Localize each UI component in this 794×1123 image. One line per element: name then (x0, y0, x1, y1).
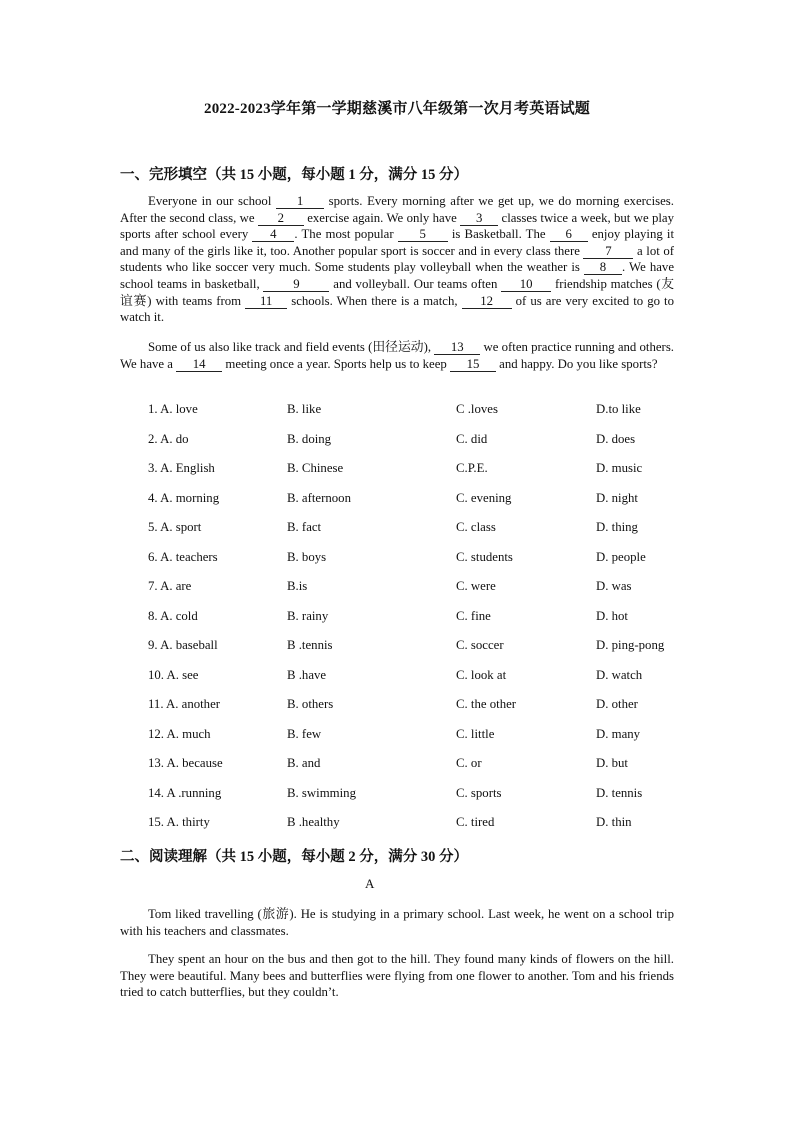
option-8-c[interactable]: C. fine (456, 608, 491, 623)
option-7-d[interactable]: D. was (596, 579, 632, 593)
option-row-10 (0, 668, 794, 686)
option-3-b[interactable]: B. Chinese (287, 461, 344, 475)
option-row-15 (0, 815, 794, 833)
option-7-a[interactable]: 7. A. are (148, 579, 192, 593)
reading-paragraph-1: Tom liked travelling (旅游). He is studying in a primary school. Last week, he went on a school trip with his teachers and classmates. (120, 907, 674, 938)
blank-14[interactable]: 14 (176, 358, 222, 372)
option-2-a[interactable]: 2. A. do (148, 431, 189, 446)
option-15-c[interactable]: C. tired (456, 815, 495, 829)
option-6-b[interactable]: B. boys (287, 549, 327, 564)
option-row-7 (0, 579, 794, 597)
option-14-b[interactable]: B. swimming (287, 785, 356, 800)
option-11-c[interactable]: C. the other (456, 697, 517, 711)
option-row-5 (0, 520, 794, 538)
option-2-d[interactable]: D. does (596, 431, 636, 446)
option-3-c[interactable]: C.P.E. (456, 461, 488, 475)
option-row-2 (0, 432, 794, 450)
reading-paragraph-2: They spent an hour on the bus and then got to the hill. They found many kinds of flowers on the hill. They were beautiful. Many bees and butterflies were flying from one flower to another. Tom and his friends tried to catch butterflies, but they couldn’t. (120, 952, 674, 1000)
option-12-c[interactable]: C. little (456, 726, 495, 741)
option-4-b[interactable]: B. afternoon (287, 490, 351, 505)
blank-13[interactable]: 13 (434, 341, 480, 355)
option-6-a[interactable]: 6. A. teachers (148, 549, 218, 564)
blank-1[interactable]: 1 (276, 195, 324, 209)
page-title: 2022-2023学年第一学期慈溪市八年级第一次月考英语试题 (204, 101, 590, 117)
option-row-14 (0, 786, 794, 804)
option-row-1 (0, 402, 794, 420)
option-4-c[interactable]: C. evening (456, 490, 512, 505)
option-5-c[interactable]: C. class (456, 520, 496, 534)
option-7-b[interactable]: B.is (287, 579, 308, 593)
blank-8[interactable]: 8 (584, 261, 622, 275)
section-heading-reading: 二、阅读理解（共 15 小题，每小题 2 分，满分 30 分） (120, 849, 468, 865)
option-row-11 (0, 697, 794, 715)
section-heading-cloze: 一、完形填空（共 15 小题，每小题 1 分，满分 15 分） (120, 167, 468, 183)
option-row-13 (0, 756, 794, 774)
option-12-d[interactable]: D. many (596, 726, 641, 741)
blank-12[interactable]: 12 (462, 295, 512, 309)
option-13-d[interactable]: D. but (596, 756, 628, 770)
blank-9[interactable]: 9 (263, 278, 329, 292)
option-10-a[interactable]: 10. A. see (148, 667, 199, 682)
option-8-b[interactable]: B. rainy (287, 608, 329, 623)
option-row-4 (0, 491, 794, 509)
option-14-c[interactable]: C. sports (456, 785, 502, 800)
blank-15[interactable]: 15 (450, 358, 496, 372)
option-7-c[interactable]: C. were (456, 579, 496, 593)
option-15-b[interactable]: B .healthy (287, 815, 340, 829)
option-row-9 (0, 638, 794, 656)
option-8-d[interactable]: D. hot (596, 608, 628, 623)
option-10-d[interactable]: D. watch (596, 667, 643, 682)
option-14-a[interactable]: 14. A .running (148, 785, 222, 800)
option-11-a[interactable]: 11. A. another (148, 697, 221, 711)
option-11-d[interactable]: D. other (596, 697, 638, 711)
option-6-d[interactable]: D. people (596, 549, 646, 564)
option-5-a[interactable]: 5. A. sport (148, 520, 202, 534)
option-15-a[interactable]: 15. A. thirty (148, 815, 210, 829)
option-1-d[interactable]: D.to like (596, 402, 641, 416)
blank-6[interactable]: 6 (550, 228, 588, 242)
option-13-b[interactable]: B. and (287, 756, 321, 770)
option-12-b[interactable]: B. few (287, 726, 322, 741)
blank-5[interactable]: 5 (398, 228, 448, 242)
option-9-b[interactable]: B .tennis (287, 638, 333, 652)
option-2-b[interactable]: B. doing (287, 431, 332, 446)
passage-label: A (365, 876, 375, 891)
option-15-d[interactable]: D. thin (596, 815, 632, 829)
option-9-a[interactable]: 9. A. baseball (148, 638, 218, 652)
option-1-c[interactable]: C .loves (456, 402, 498, 416)
option-row-6 (0, 550, 794, 568)
option-10-b[interactable]: B .have (287, 667, 327, 682)
option-13-a[interactable]: 13. A. because (148, 756, 223, 770)
option-3-a[interactable]: 3. A. English (148, 461, 215, 475)
blank-4[interactable]: 4 (252, 228, 294, 242)
option-4-d[interactable]: D. night (596, 490, 638, 505)
option-12-a[interactable]: 12. A. much (148, 726, 211, 741)
cloze-paragraph-1: Everyone in our school 1 sports. Every morning after we get up, we do morning exercises. After the second class, we 2 exercise again. We only have 3 classes twice a week, but we play sports after school every 4 . The most popular 5 is Basketball. The 6 enjoy playing it and many of the girls like it, too. Another popular sport is soccer and in every class there 7 a lot of students who like soccer very much. Some students play volleyball when the weather is 8 . We have school teams in basketball, 9 and volleyball. Our teams often 10 friendship matches (友谊赛) with teams from 11 schools. When there is a match, 12 of us are very excited to go to watch it. (120, 194, 675, 325)
option-14-d[interactable]: D. tennis (596, 785, 643, 800)
blank-11[interactable]: 11 (245, 295, 287, 309)
blank-3[interactable]: 3 (460, 212, 498, 226)
option-row-8 (0, 609, 794, 627)
option-8-a[interactable]: 8. A. cold (148, 608, 198, 623)
option-5-d[interactable]: D. thing (596, 520, 638, 534)
blank-7[interactable]: 7 (583, 245, 633, 259)
option-1-a[interactable]: 1. A. love (148, 402, 198, 416)
blank-10[interactable]: 10 (501, 278, 551, 292)
option-row-3 (0, 461, 794, 479)
option-3-d[interactable]: D. music (596, 461, 643, 475)
option-5-b[interactable]: B. fact (287, 520, 322, 534)
option-10-c[interactable]: C. look at (456, 667, 507, 682)
option-row-12 (0, 727, 794, 745)
option-9-d[interactable]: D. ping-pong (596, 638, 665, 652)
option-13-c[interactable]: C. or (456, 756, 482, 770)
option-6-c[interactable]: C. students (456, 549, 513, 564)
option-2-c[interactable]: C. did (456, 431, 488, 446)
option-1-b[interactable]: B. like (287, 402, 322, 416)
cloze-paragraph-2: Some of us also like track and field events (田径运动), 13 we often practice running and others. We have a 14 meeting once a year. Sports help us to keep 15 and happy. Do you like sports? (120, 340, 674, 371)
blank-2[interactable]: 2 (258, 212, 304, 226)
option-11-b[interactable]: B. others (287, 697, 334, 711)
option-9-c[interactable]: C. soccer (456, 638, 504, 652)
option-4-a[interactable]: 4. A. morning (148, 490, 220, 505)
